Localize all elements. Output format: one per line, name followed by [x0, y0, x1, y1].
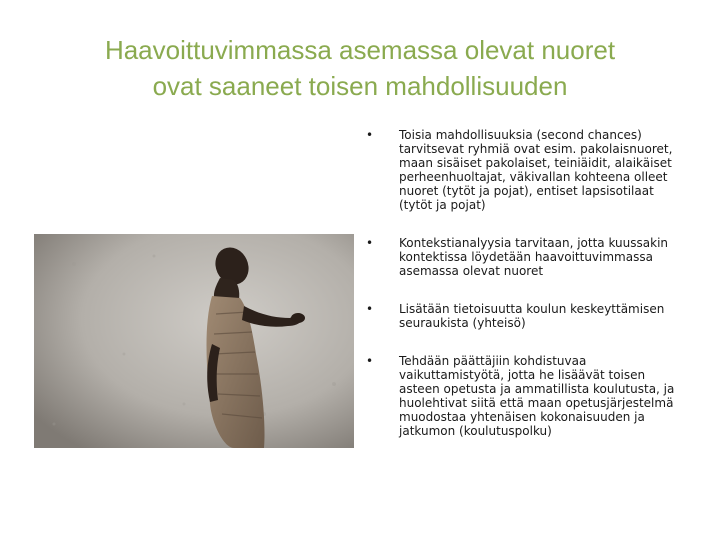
bullet-item [364, 236, 684, 278]
bullet-text: Lisätään tietoisuutta koulun keskeyttämisen seuraukista (yhteisö) [399, 302, 665, 330]
bullet-icon: • [366, 302, 374, 316]
slide-title [30, 32, 690, 104]
bullet-text: Tehdään päättäjiin kohdistuvaa vaikuttamistyötä, jotta he lisäävät toisen asteen opetusta ja ammatillista koulutusta, ja huolehtivat siitä että maan opetusjärjestelmä muodostaa yhtenäisen kokonaisuuden ja jatkumon (koulutuspolku) [399, 354, 675, 438]
bullet-icon: • [366, 128, 374, 142]
bullet-icon: • [366, 236, 374, 250]
bullet-item [364, 302, 684, 330]
slide-title-line-2: ovat saaneet toisen mahdollisuuden [152, 71, 568, 101]
bullet-list [364, 128, 684, 462]
bullet-icon: • [366, 354, 374, 368]
bullet-text: Toisia mahdollisuuksia (second chances) tarvitsevat ryhmiä ovat esim. pakolaisnuoret, maan sisäiset pakolaiset, teiniäidit, alaikäiset perheenhuoltajat, väkivallan kohteena olleet nuoret (tytöt ja pojat), entiset lapsisotilaat (tytöt ja pojat) [399, 128, 673, 212]
child-photo [34, 234, 354, 448]
slide-title-line-1: Haavoittuvimmassa asemassa olevat nuoret [104, 35, 616, 65]
bullet-item [364, 354, 684, 438]
bullet-text: Kontekstianalyysia tarvitaan, jotta kuussakin kontektissa löydetään haavoittuvimmassa asemassa olevat nuoret [399, 236, 669, 278]
bullet-item [364, 128, 684, 212]
